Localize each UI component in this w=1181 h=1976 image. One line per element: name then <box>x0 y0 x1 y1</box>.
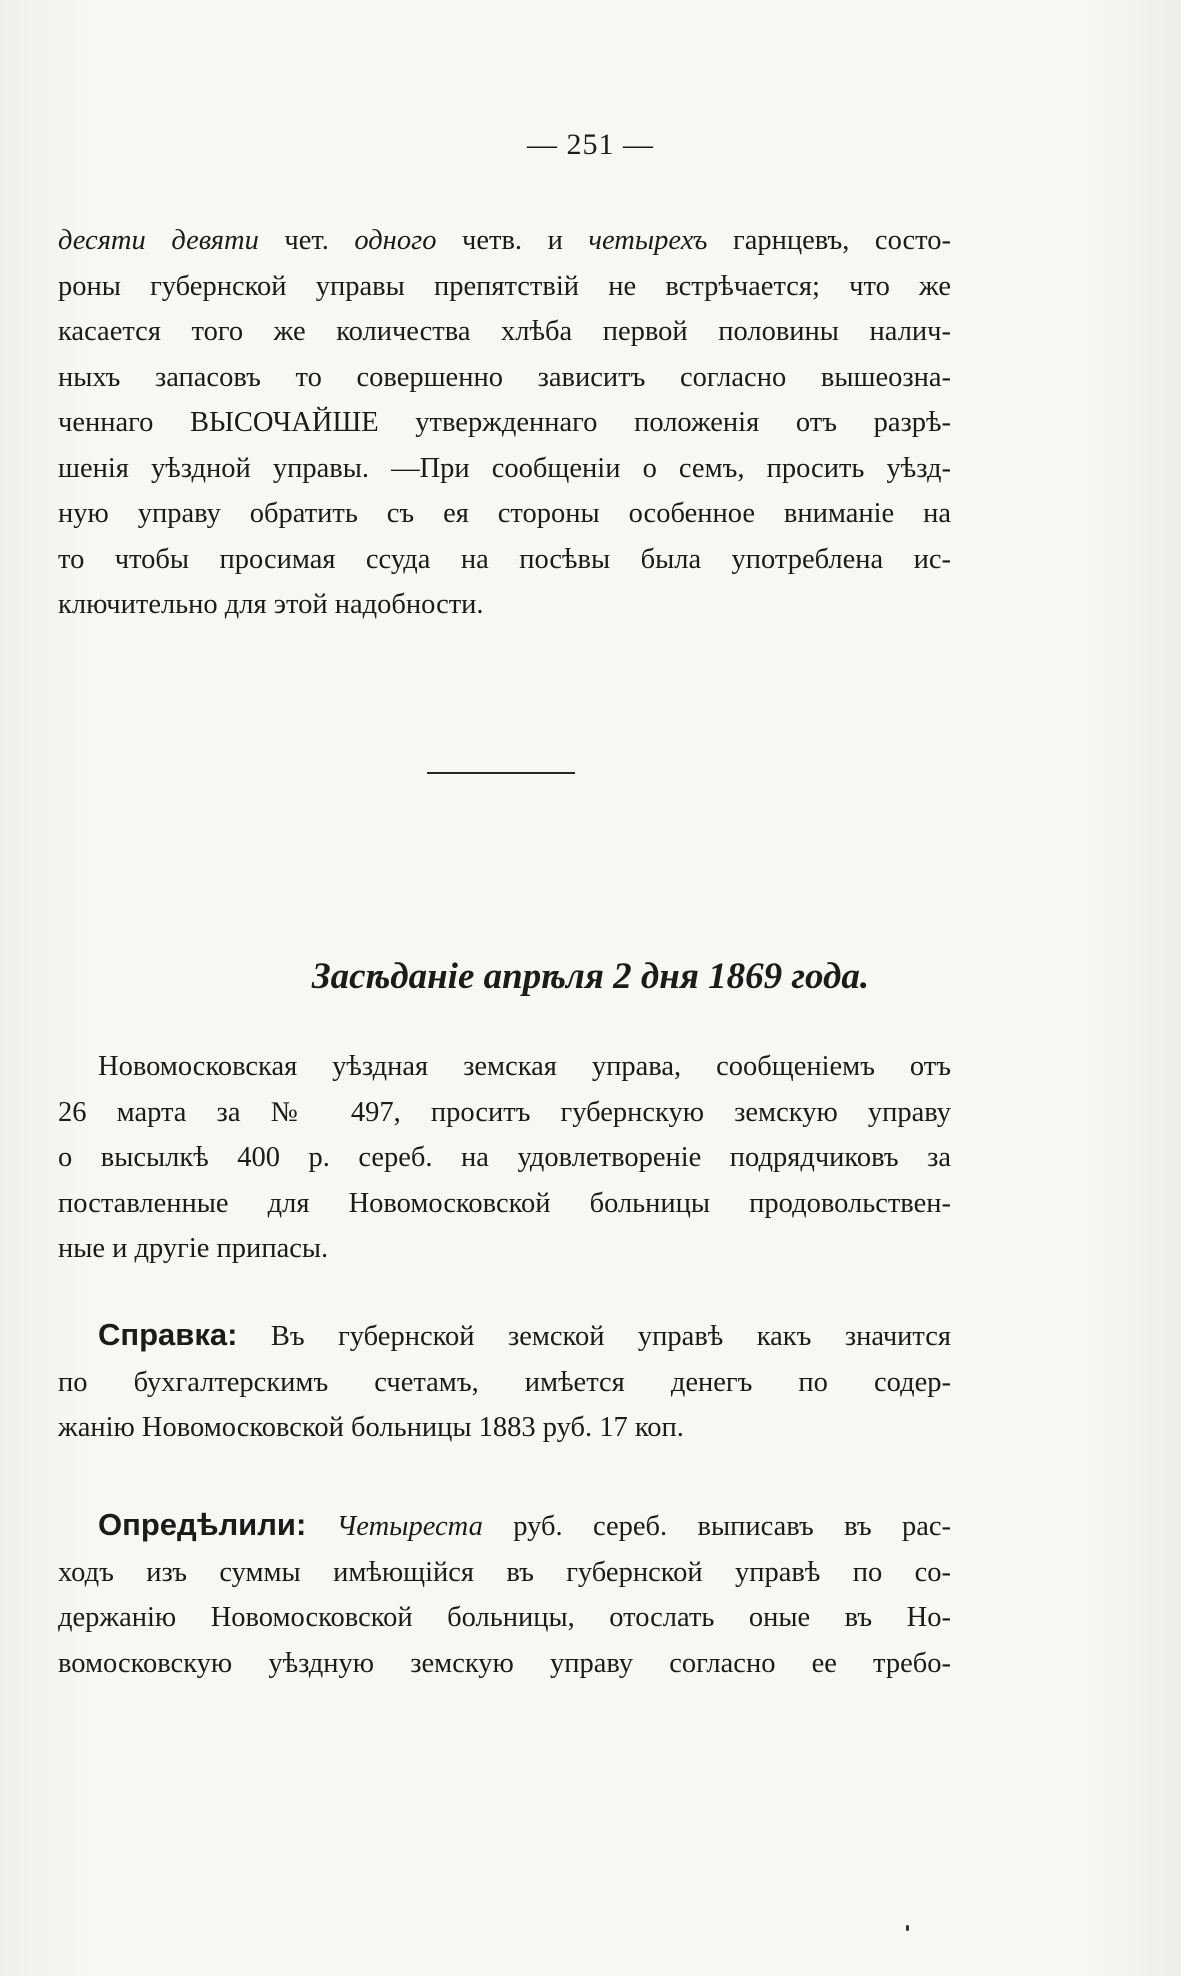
section-divider <box>427 772 575 774</box>
opredelili-label: Опредѣлили: <box>98 1507 307 1542</box>
paragraph-2-line: Новомосковская уѣздная земская управа, сообщеніемъ отъ <box>98 1051 951 1082</box>
paragraph-4-line: ходъ изъ суммы имѣющійся въ губернской управѣ по со- <box>58 1556 951 1588</box>
paragraph-3-line: жанію Новомосковской больницы 1883 руб. 17 коп. <box>58 1412 684 1443</box>
paragraph-1-line-1: десяти девяти чет. одного четв. и четырехъ гарнцевъ, состо- <box>58 225 951 256</box>
paragraph-2 <box>58 1044 951 1272</box>
ink-speck <box>906 1925 909 1931</box>
paragraph-3-line: по бухгалтерскимъ счетамъ, имѣется денегъ по содер- <box>58 1366 951 1398</box>
paragraph-1-line: ченнаго ВЫСОЧАЙШЕ утвержденнаго положенія отъ разрѣ- <box>58 407 951 438</box>
paragraph-1-line: ную управу обратить съ ея стороны особенное вниманіе на <box>58 498 951 529</box>
paragraph-2-line: ные и другіе припасы. <box>58 1233 329 1264</box>
paragraph-1-line: ныхъ запасовъ то совершенно зависитъ согласно вышеозна- <box>58 361 951 393</box>
spravka-label: Справка: <box>98 1317 238 1352</box>
paragraph-3-line-1: Справка: Въ губернской земской управѣ какъ значится <box>98 1317 951 1352</box>
paragraph-1 <box>58 218 951 628</box>
paragraph-1-line: ключительно для этой надобности. <box>58 589 484 620</box>
paragraph-2-line: 26 марта за № 497, проситъ губернскую земскую управу <box>58 1096 951 1128</box>
paragraph-1-line: касается того же количества хлѣба первой половины налич- <box>58 316 951 347</box>
paragraph-2-line: о высылкѣ 400 р. сереб. на удовлетвореніе подрядчиковъ за <box>58 1142 951 1173</box>
paragraph-1-line: то чтобы просимая ссуда на посѣвы была употреблена ис- <box>58 543 951 575</box>
paragraph-1-line: шенія уѣздной управы. —При сообщеніи о семъ, просить уѣзд- <box>58 452 951 484</box>
paragraph-4-line: держанію Новомосковской больницы, отослать оные въ Но- <box>58 1602 951 1633</box>
paragraph-4 <box>58 1502 951 1686</box>
paragraph-1-line: роны губернской управы препятствій не встрѣчается; что же <box>58 270 951 302</box>
paragraph-4-line: вомосковскую уѣздную земскую управу согласно ее требо- <box>58 1647 951 1679</box>
paragraph-3 <box>58 1312 951 1451</box>
page-number: — 251 — <box>527 128 654 161</box>
paragraph-4-line-1: Опредѣлили: Четыреста руб. сереб. выписавъ въ рас- <box>98 1507 952 1542</box>
session-heading: Засѣданіе апрѣля 2 дня 1869 года. <box>311 956 870 997</box>
paragraph-2-line: поставленные для Новомосковской больницы продовольствен- <box>58 1187 951 1219</box>
